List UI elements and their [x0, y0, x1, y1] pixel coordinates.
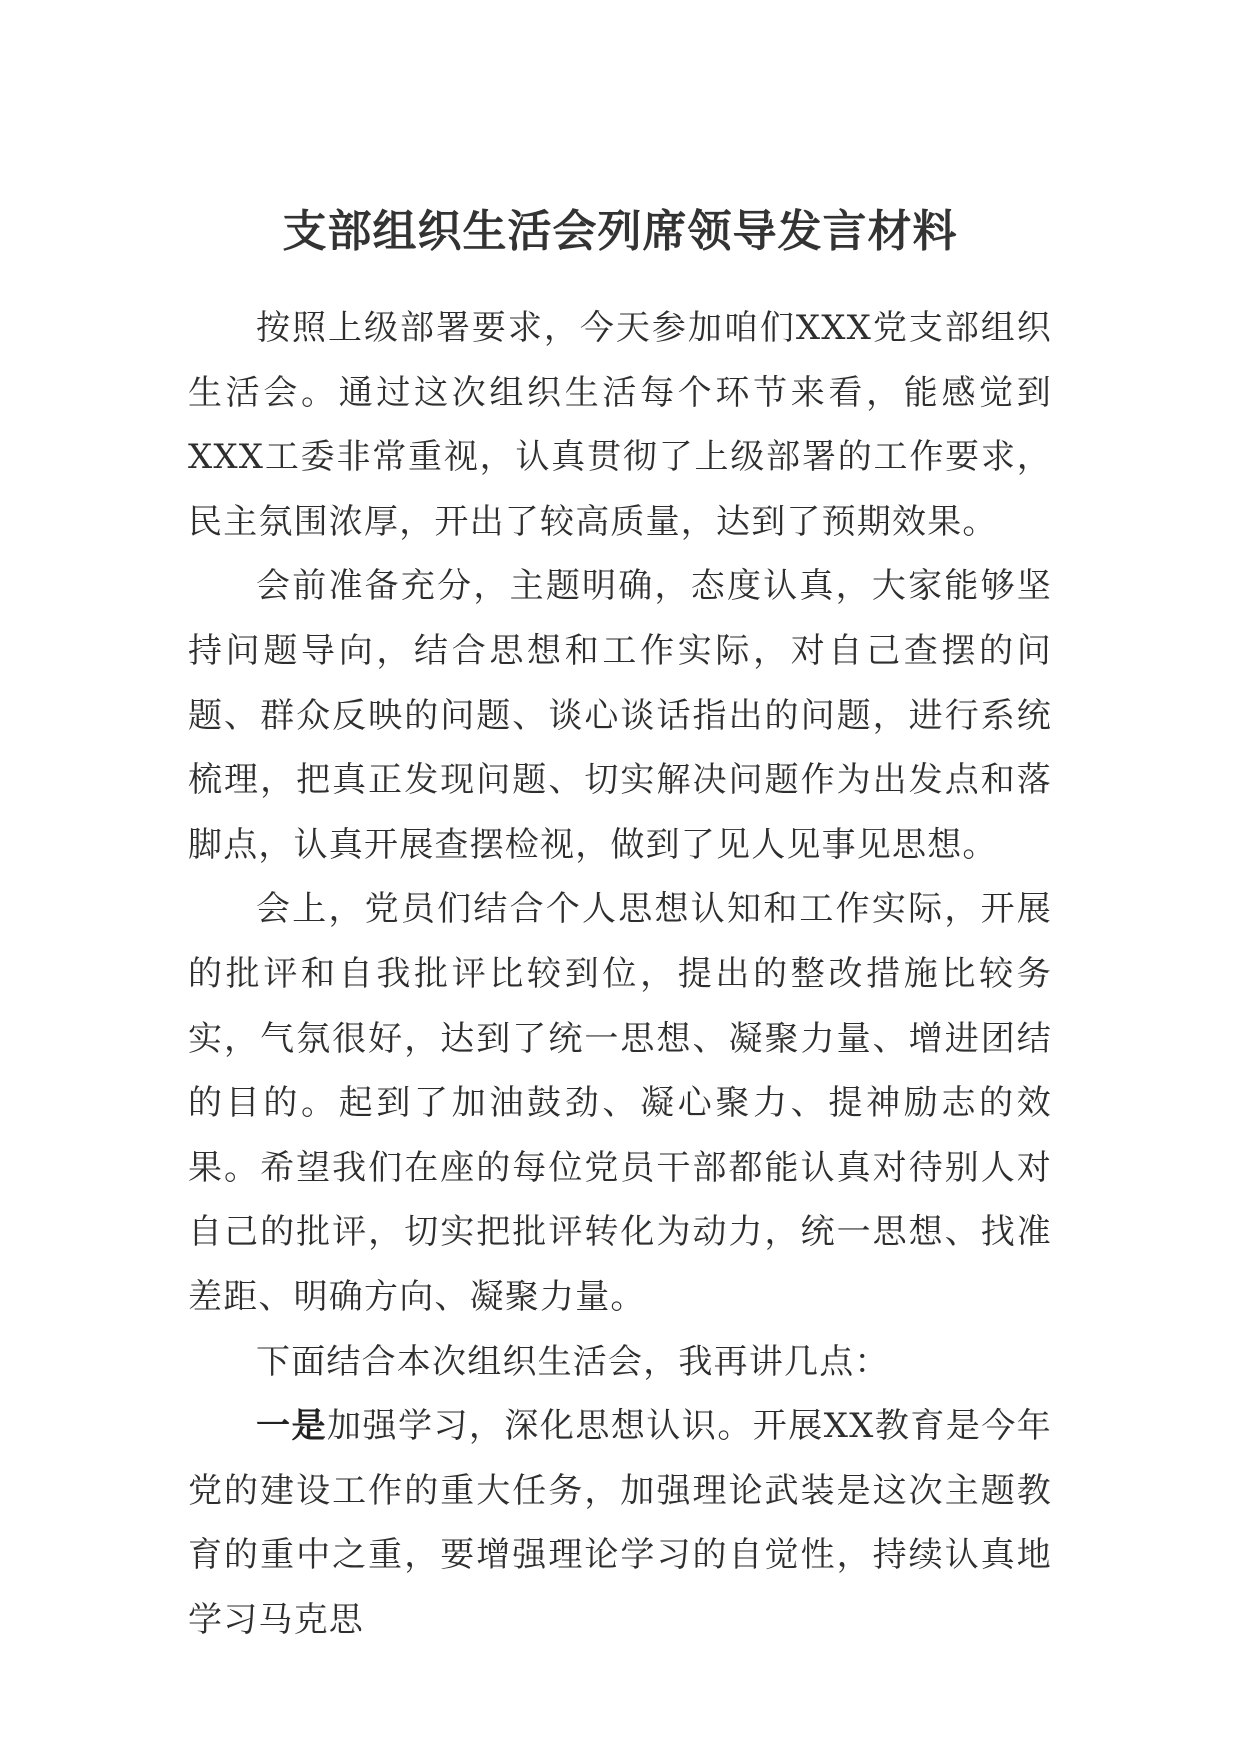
paragraph-1-text: 按照上级部署要求，今天参加咱们XXX党支部组织生活会。通过这次组织生活每个环节来看，能感觉到XXX工委非常重视，认真贯彻了上级部署的工作要求，民主氛围浓厚，开出了较高质量，达到了预期效果。 — [188, 308, 1052, 542]
document-title: 支部组织生活会列席领导发言材料 — [282, 206, 958, 257]
paragraph-5-lead: 一是 — [256, 1406, 327, 1447]
paragraph-5 — [188, 1394, 1052, 1652]
paragraph-4 — [188, 1330, 1052, 1395]
document-body — [188, 296, 1052, 1652]
paragraph-3-text: 会上，党员们结合个人思想认知和工作实际，开展的批评和自我批评比较到位，提出的整改措施比较务实，气氛很好，达到了统一思想、凝聚力量、增进团结的目的。起到了加油鼓劲、凝心聚力、提神励志的效果。希望我们在座的每位党员干部都能认真对待别人对自己的批评，切实把批评转化为动力，统一思想、找准差距、明确方向、凝聚力量。 — [188, 889, 1052, 1317]
paragraph-2 — [188, 554, 1052, 877]
paragraph-3 — [188, 877, 1052, 1329]
paragraph-4-text: 下面结合本次组织生活会，我再讲几点： — [256, 1341, 890, 1382]
paragraph-2-text: 会前准备充分，主题明确，态度认真，大家能够坚持问题导向，结合思想和工作实际，对自己查摆的问题、群众反映的问题、谈心谈话指出的问题，进行系统梳理，把真正发现问题、切实解决问题作为出发点和落脚点，认真开展查摆检视，做到了见人见事见思想。 — [188, 566, 1052, 865]
paragraph-1 — [188, 296, 1052, 554]
paragraph-5-text: 加强学习，深化思想认识。开展XX教育是今年党的建设工作的重大任务，加强理论武装是这次主题教育的重中之重，要增强理论学习的自觉性，持续认真地学习马克思 — [188, 1406, 1053, 1640]
